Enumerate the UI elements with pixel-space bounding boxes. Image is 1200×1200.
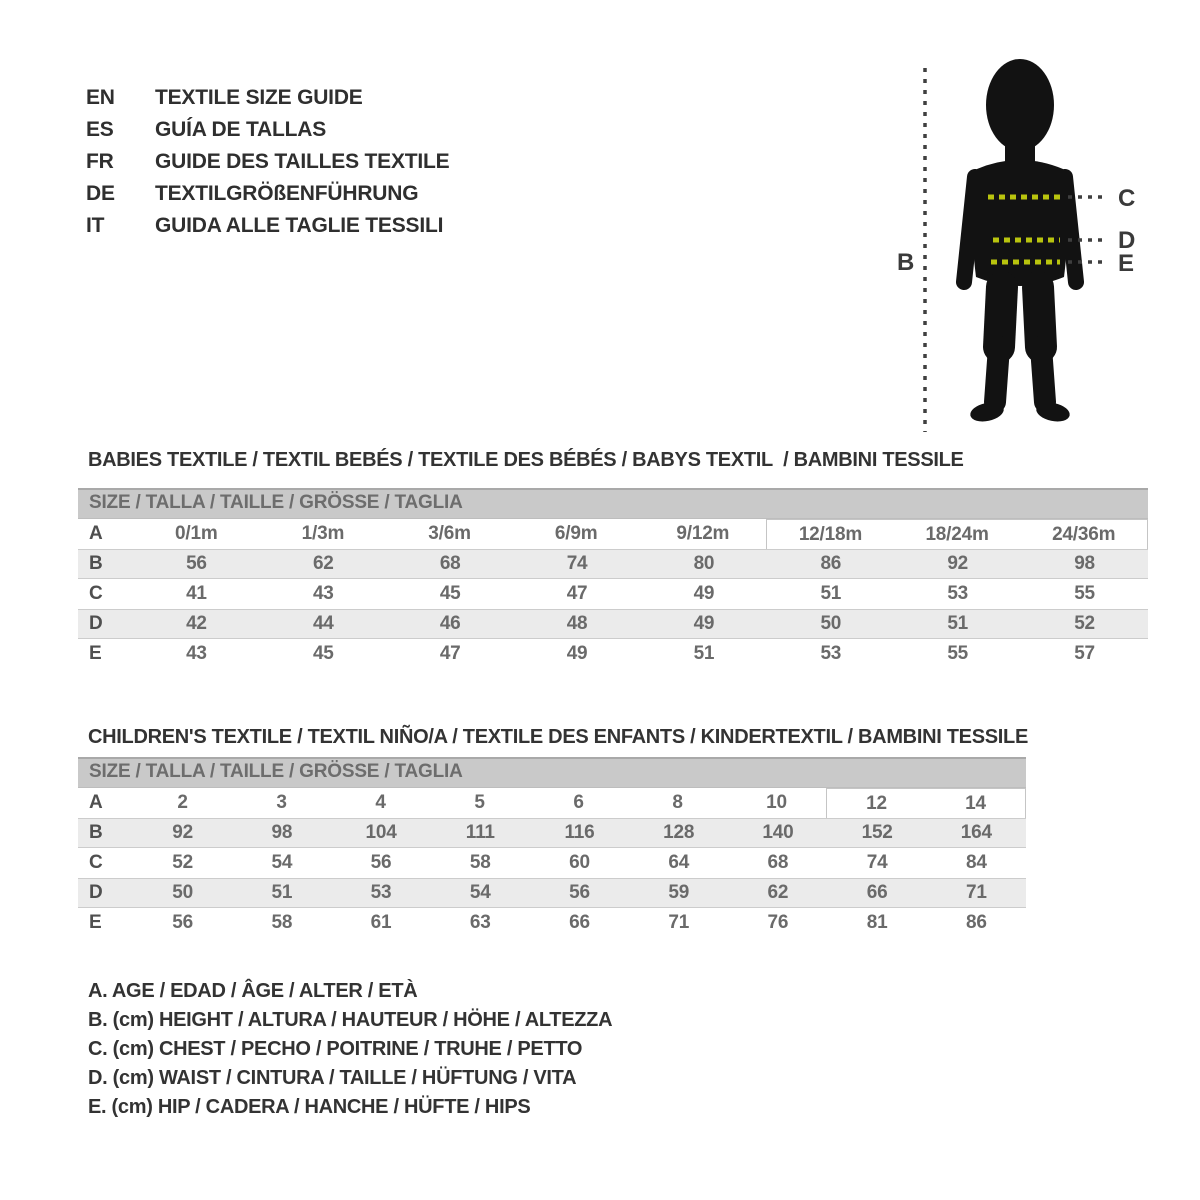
table-cell: 51 bbox=[693, 643, 715, 664]
table-cell: 51 bbox=[271, 882, 293, 903]
table-cell: 74 bbox=[866, 852, 888, 873]
table-cell: 71 bbox=[668, 912, 690, 933]
row-label: A bbox=[89, 792, 103, 813]
child-silhouette-svg bbox=[880, 50, 1180, 450]
language-row bbox=[86, 82, 449, 114]
row-label: C bbox=[89, 583, 103, 604]
table-cell: 66 bbox=[866, 882, 888, 903]
table-cell: 48 bbox=[566, 613, 588, 634]
table-cell: 14 bbox=[926, 788, 1026, 818]
table-cell: 45 bbox=[439, 583, 461, 604]
row-label: C bbox=[89, 852, 103, 873]
table-cell: 2 bbox=[177, 792, 188, 813]
table-row-B bbox=[78, 549, 1148, 579]
legend-line: C. (cm) CHEST / PECHO / POITRINE / TRUHE / PETTO bbox=[88, 1038, 583, 1060]
table-cell: 45 bbox=[312, 643, 334, 664]
child-figure bbox=[880, 50, 1180, 450]
table-cell: 10 bbox=[766, 792, 787, 813]
table-cell: 55 bbox=[1074, 583, 1095, 604]
table-cell: 76 bbox=[767, 912, 789, 933]
table-cell: 56 bbox=[186, 553, 207, 574]
legend-line: A. AGE / EDAD / ÂGE / ALTER / ETÀ bbox=[88, 980, 418, 1002]
table-cell: 58 bbox=[271, 912, 293, 933]
row-label: D bbox=[89, 882, 103, 903]
row-label: E bbox=[89, 912, 102, 933]
table-cell: 56 bbox=[569, 882, 590, 903]
table-cell: 98 bbox=[271, 822, 293, 843]
language-title: GUIDA ALLE TAGLIE TESSILI bbox=[155, 214, 444, 237]
table-cell: 12 bbox=[826, 788, 926, 818]
row-label: A bbox=[89, 523, 103, 544]
language-title: GUIDE DES TAILLES TEXTILE bbox=[155, 150, 450, 173]
table-cell: 6 bbox=[573, 792, 584, 813]
table-row-B bbox=[78, 818, 1026, 848]
table-row-C bbox=[78, 579, 1148, 609]
table-cell: 54 bbox=[271, 852, 293, 873]
table-cell: 43 bbox=[186, 643, 207, 664]
table-cell: 92 bbox=[172, 822, 193, 843]
language-row bbox=[86, 146, 449, 178]
table-cell: 57 bbox=[1074, 643, 1095, 664]
table-row-D bbox=[78, 609, 1148, 639]
table-cell: 8 bbox=[672, 792, 683, 813]
table-cell: 53 bbox=[947, 583, 969, 604]
table-cell: 140 bbox=[762, 822, 794, 843]
hip-label: E bbox=[1118, 250, 1135, 277]
table-cell: 71 bbox=[965, 882, 987, 903]
table-cell: 46 bbox=[439, 613, 461, 634]
table-row-E bbox=[78, 639, 1148, 669]
table-cell: 41 bbox=[186, 583, 207, 604]
language-title: TEXTILE SIZE GUIDE bbox=[155, 86, 363, 109]
language-code: EN bbox=[86, 86, 115, 109]
table-row-E bbox=[78, 908, 1026, 938]
table-cell: 62 bbox=[312, 553, 334, 574]
babies-section-title: BABIES TEXTILE / TEXTIL BEBÉS / TEXTILE DES BÉBÉS / BABYS TEXTIL / BAMBINI TESSILE bbox=[88, 449, 964, 471]
legend-line: E. (cm) HIP / CADERA / HANCHE / HÜFTE / HIPS bbox=[88, 1096, 531, 1118]
table-cell: 0/1m bbox=[175, 523, 218, 544]
table-cell: 52 bbox=[172, 852, 193, 873]
table-cell: 164 bbox=[960, 822, 992, 843]
table-cell: 74 bbox=[566, 553, 588, 574]
table-cell: 62 bbox=[767, 882, 789, 903]
children-size-table bbox=[78, 757, 1026, 938]
language-code: FR bbox=[86, 150, 114, 173]
table-cell: 58 bbox=[469, 852, 491, 873]
table-cell: 4 bbox=[375, 792, 386, 813]
row-label: B bbox=[89, 553, 103, 574]
table-cell: 18/24m bbox=[894, 519, 1021, 549]
table-cell: 86 bbox=[820, 553, 842, 574]
size-header: SIZE / TALLA / TAILLE / GRÖSSE / TAGLIA bbox=[78, 488, 1148, 519]
language-title: GUÍA DE TALLAS bbox=[155, 118, 327, 141]
table-cell: 24/36m bbox=[1020, 519, 1148, 549]
table-cell: 63 bbox=[469, 912, 491, 933]
table-cell: 56 bbox=[370, 852, 392, 873]
table-cell: 54 bbox=[469, 882, 491, 903]
table-cell: 66 bbox=[569, 912, 590, 933]
table-row-A bbox=[78, 519, 1148, 549]
table-cell: 49 bbox=[693, 583, 715, 604]
table-cell: 49 bbox=[566, 643, 588, 664]
children-section-title: CHILDREN'S TEXTILE / TEXTIL NIÑO/A / TEXTILE DES ENFANTS / KINDERTEXTIL / BAMBINI TESSILE bbox=[88, 726, 1028, 748]
table-cell: 3 bbox=[276, 792, 287, 813]
table-cell: 56 bbox=[172, 912, 193, 933]
table-cell: 51 bbox=[820, 583, 842, 604]
table-cell: 68 bbox=[439, 553, 461, 574]
legend-line: D. (cm) WAIST / CINTURA / TAILLE / HÜFTUNG / VITA bbox=[88, 1067, 577, 1089]
table-cell: 68 bbox=[767, 852, 789, 873]
table-cell: 1/3m bbox=[301, 523, 345, 544]
language-row bbox=[86, 114, 449, 146]
table-cell: 47 bbox=[439, 643, 461, 664]
table-cell: 52 bbox=[1074, 613, 1095, 634]
table-cell: 98 bbox=[1074, 553, 1095, 574]
table-cell: 111 bbox=[465, 822, 495, 843]
table-cell: 61 bbox=[370, 912, 392, 933]
row-label: E bbox=[89, 643, 102, 664]
table-cell: 49 bbox=[693, 613, 715, 634]
table-cell: 3/6m bbox=[428, 523, 471, 544]
table-cell: 59 bbox=[668, 882, 690, 903]
table-row-A bbox=[78, 788, 1026, 818]
table-cell: 104 bbox=[365, 822, 397, 843]
babies-size-table bbox=[78, 488, 1148, 669]
table-cell: 60 bbox=[569, 852, 590, 873]
row-label: B bbox=[89, 822, 103, 843]
table-cell: 128 bbox=[663, 822, 695, 843]
table-cell: 53 bbox=[820, 643, 842, 664]
table-row-C bbox=[78, 848, 1026, 878]
table-cell: 6/9m bbox=[554, 523, 598, 544]
language-list bbox=[86, 82, 449, 242]
table-cell: 5 bbox=[474, 792, 485, 813]
row-label: D bbox=[89, 613, 103, 634]
table-cell: 86 bbox=[965, 912, 987, 933]
table-cell: 42 bbox=[186, 613, 207, 634]
language-row bbox=[86, 210, 449, 242]
language-code: IT bbox=[86, 214, 105, 237]
table-cell: 53 bbox=[370, 882, 392, 903]
table-cell: 81 bbox=[866, 912, 888, 933]
chest-label: C bbox=[1118, 185, 1136, 212]
table-row-D bbox=[78, 878, 1026, 908]
size-header: SIZE / TALLA / TAILLE / GRÖSSE / TAGLIA bbox=[78, 757, 1026, 788]
table-cell: 152 bbox=[861, 822, 893, 843]
table-cell: 84 bbox=[965, 852, 987, 873]
legend-line: B. (cm) HEIGHT / ALTURA / HAUTEUR / HÖHE / ALTEZZA bbox=[88, 1009, 613, 1031]
table-cell: 12/18m bbox=[766, 519, 894, 549]
table-cell: 47 bbox=[566, 583, 588, 604]
table-cell: 43 bbox=[312, 583, 334, 604]
language-row bbox=[86, 178, 449, 210]
waist-label: D bbox=[1118, 227, 1136, 254]
table-cell: 92 bbox=[947, 553, 969, 574]
height-label: B bbox=[897, 249, 915, 276]
measurement-legend bbox=[88, 977, 612, 1122]
table-cell: 44 bbox=[312, 613, 334, 634]
language-code: ES bbox=[86, 118, 114, 141]
table-cell: 51 bbox=[947, 613, 969, 634]
table-cell: 80 bbox=[693, 553, 715, 574]
table-cell: 64 bbox=[668, 852, 690, 873]
language-title: TEXTILGRÖßENFÜHRUNG bbox=[155, 182, 419, 205]
table-cell: 9/12m bbox=[676, 523, 730, 544]
table-cell: 116 bbox=[564, 822, 595, 843]
language-code: DE bbox=[86, 182, 115, 205]
table-cell: 50 bbox=[172, 882, 193, 903]
table-cell: 50 bbox=[820, 613, 842, 634]
table-cell: 55 bbox=[947, 643, 969, 664]
